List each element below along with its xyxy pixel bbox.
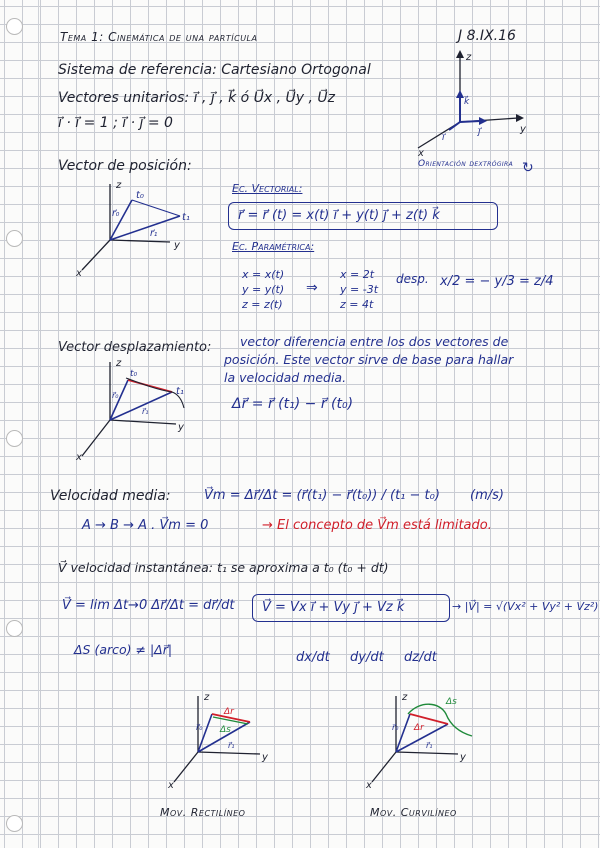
rect-axis-y-label: y — [262, 752, 268, 763]
curv-dr-label: Δr — [414, 723, 424, 733]
displacement-desc-3: la velocidad media. — [224, 370, 347, 385]
arc-note: ΔS (arco) ≠ |Δr⃗| — [74, 642, 173, 657]
dep-label: desp. — [396, 272, 429, 286]
rect-axis-z-label: z — [204, 692, 210, 703]
binder-hole — [6, 430, 23, 447]
rect-dr-label: Δr — [224, 707, 234, 717]
param-arrow: ⇒ — [306, 280, 318, 296]
dot-products-line: i⃗ · i⃗ = 1 ; i⃗ · j⃗ = 0 — [58, 115, 173, 131]
curv-r0-label: r⃗₀ — [392, 723, 399, 732]
ref-axis-z-label: z — [466, 52, 472, 63]
page-date: J 8.IX.16 — [458, 28, 516, 44]
pos-r1-label: r⃗₁ — [150, 229, 158, 239]
pos-t0-label: t₀ — [136, 190, 144, 201]
curv-axis-z-label: z — [402, 692, 408, 703]
ref-k-label: k⃗ — [464, 97, 470, 107]
pos-axis-y-label: y — [174, 240, 180, 251]
pos-axis-z-label: z — [116, 180, 122, 191]
caption-curvilinear: Mov. Curvilíneo — [370, 806, 457, 819]
mean-velocity-path: A → B → A . V⃗m = 0 — [82, 518, 209, 533]
curv-r1-label: r⃗₁ — [426, 741, 433, 750]
desp-t0-label: t₀ — [130, 369, 138, 379]
param-general-z: z = z(t) — [242, 298, 283, 311]
desp-r0-label: r⃗₀ — [112, 391, 119, 400]
binder-hole — [6, 18, 23, 35]
reference-axes-figure — [400, 50, 550, 160]
param-general-y: y = y(t) — [242, 283, 285, 296]
pos-r0-label: r⃗₀ — [112, 209, 120, 219]
displacement-figure — [72, 358, 202, 463]
displacement-desc-2: posición. Este vector sirve de base para hallar — [224, 352, 514, 367]
displacement-heading: Vector desplazamiento: — [58, 340, 212, 355]
displacement-desc-1: vector diferencia entre los dos vectores de — [240, 334, 509, 349]
instant-limit-equation: V⃗ = lim Δt→0 Δr⃗/Δt = dr⃗/dt — [62, 598, 235, 613]
param-eq-title: Ec. Paramétrica: — [232, 240, 315, 253]
binder-hole — [6, 230, 23, 247]
desp-axis-z-label: z — [116, 358, 122, 369]
ref-axis-y-label: y — [520, 124, 526, 135]
derivative-x: dx/dt — [296, 650, 330, 665]
page-title: Tema 1: Cinemática de una partícula — [60, 30, 258, 44]
derivative-y: dy/dt — [350, 650, 384, 665]
rect-axis-x-label: x — [168, 780, 174, 791]
desp-axis-x-label: x — [76, 452, 82, 463]
unit-vectors-line: Vectores unitarios: i⃗ , j⃗ , k⃗ ó U⃗x , U⃗y , U⃗z — [58, 90, 336, 106]
instant-magnitude-equation: → |V⃗| = √(Vx² + Vy² + Vz²) — [452, 600, 599, 613]
position-heading: Vector de posición: — [58, 158, 192, 174]
displacement-equation: Δr⃗ = r⃗ (t₁) − r⃗ (t₀) — [232, 396, 354, 412]
dep-result: x/2 = − y/3 = z/4 — [440, 274, 554, 289]
binder-hole — [6, 620, 23, 637]
param-example-x: x = 2t — [340, 268, 375, 281]
mean-velocity-equation: V⃗m = Δr⃗/Δt = (r⃗(t₁) − r⃗(t₀)) / (t₁ − t₀) — [204, 488, 440, 503]
rect-ds-label: Δs — [220, 725, 231, 735]
rectilinear-figure — [160, 690, 290, 790]
mean-velocity-heading: Velocidad media: — [50, 488, 171, 504]
desp-axis-y-label: y — [178, 422, 184, 433]
param-example-z: z = 4t — [340, 298, 374, 311]
rect-r1-label: r⃗₁ — [228, 741, 235, 750]
mean-velocity-note: → El concepto de V⃗m está limitado. — [262, 518, 492, 533]
curv-axis-x-label: x — [366, 780, 372, 791]
orientation-note: Orientación dextrógira — [418, 159, 514, 169]
position-vector-figure — [70, 180, 210, 280]
rotation-icon: ↻ — [522, 160, 534, 176]
vector-equation: r⃗ = r⃗ (t) = x(t) i⃗ + y(t) j⃗ + z(t) k⃗ — [238, 208, 440, 223]
curv-axis-y-label: y — [460, 752, 466, 763]
margin-line — [38, 0, 39, 848]
desp-r1-label: r⃗₁ — [142, 407, 149, 416]
param-example-y: y = -3t — [340, 283, 379, 296]
curv-ds-label: Δs — [446, 697, 457, 707]
ref-j-label: j⃗ — [478, 127, 481, 137]
instant-velocity-heading: V⃗ velocidad instantánea: t₁ se aproxima a t₀ (t₀ + dt) — [58, 560, 389, 575]
rect-r0-label: r⃗₀ — [196, 723, 203, 732]
curvilinear-figure — [358, 690, 488, 790]
ref-system-heading: Sistema de referencia: Cartesiano Ortogonal — [58, 62, 371, 78]
ref-i-label: i⃗ — [442, 133, 445, 143]
caption-rectilinear: Mov. Rectilíneo — [160, 806, 246, 819]
mean-velocity-units: (m/s) — [470, 488, 504, 503]
instant-components-equation: V⃗ = Vx i⃗ + Vy j⃗ + Vz k⃗ — [262, 600, 405, 615]
binder-hole — [6, 815, 23, 832]
desp-t1-label: t₁ — [176, 386, 184, 397]
param-general-x: x = x(t) — [242, 268, 285, 281]
pos-axis-x-label: x — [76, 268, 82, 279]
vector-eq-title: Ec. Vectorial: — [232, 182, 303, 195]
derivative-z: dz/dt — [404, 650, 437, 665]
pos-t1-label: t₁ — [182, 212, 190, 223]
ref-axis-x-label: x — [418, 148, 424, 159]
